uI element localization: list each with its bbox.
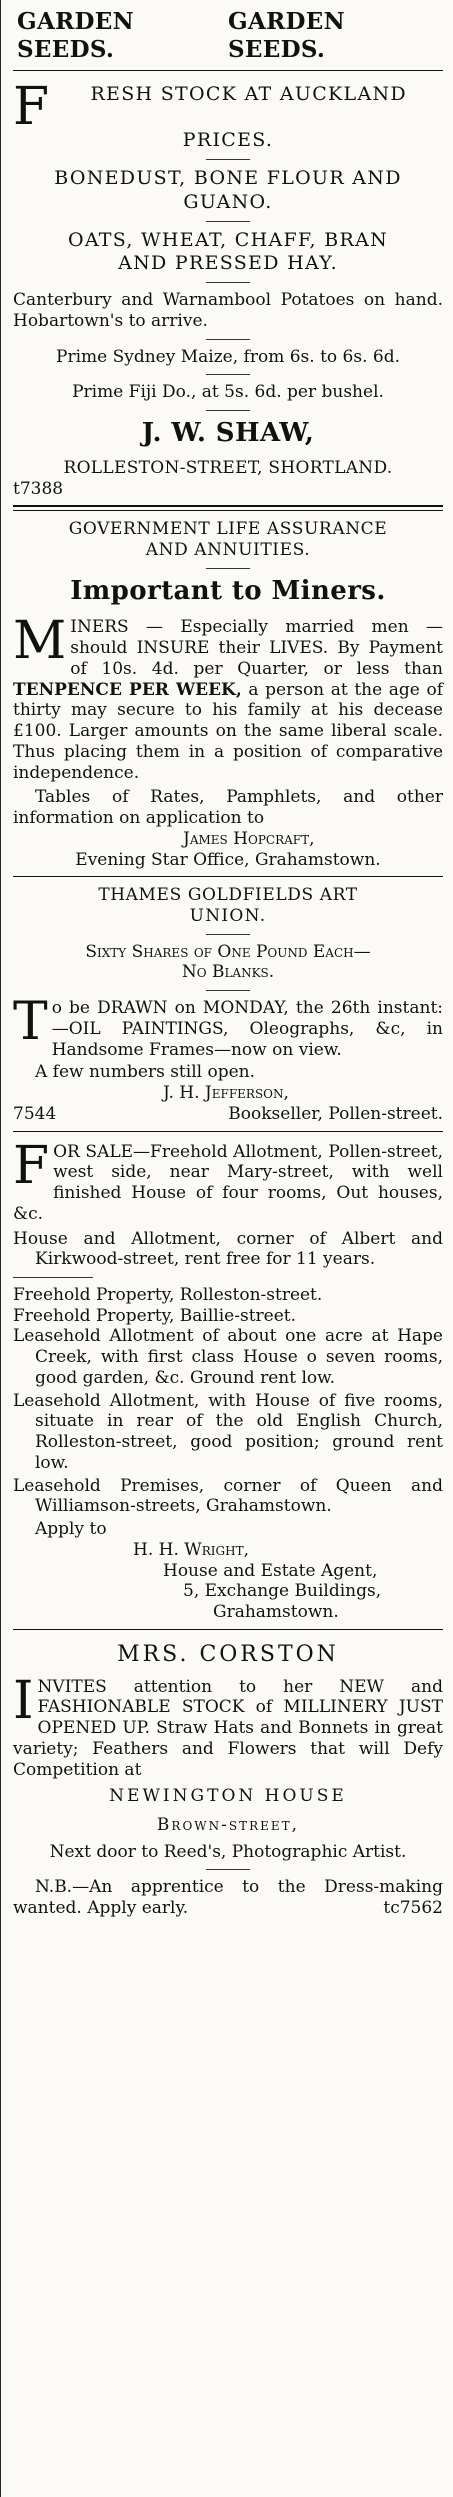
shaw-advertisement [13,71,443,506]
corston-code: tc7562 [383,1897,443,1918]
thames-dropcap: T [13,992,48,1053]
thames-seller: J. H. Jefferson, [163,1083,289,1104]
divider [206,990,250,991]
sale-item-1: FOR SALE—Freehold Allotment, Pollen-street, west side, near Mary-street, with well finished House of four rooms, Out houses, &c. [13,1135,443,1224]
garden-seeds-header [13,8,443,71]
govt-dropcap: M [13,611,67,672]
corston-street: Brown-street, [156,1815,300,1835]
govt-headline: Important to Miners. [70,575,386,606]
thames-title-2: UNION. [189,906,267,926]
header-left: GARDEN SEEDS. [17,8,134,64]
oats-line-2: AND PRESSED HAY. [118,251,338,274]
thames-seller-title: Bookseller, Pollen-street. [228,1103,443,1124]
thames-drawn: To be DRAWN on MONDAY, the 26th instant:—OIL PAINTINGS, Oleographs, &c, in Handsome Frames—now on view. [13,992,443,1060]
divider [206,374,250,375]
divider [206,410,250,411]
govt-title-1: GOVERNMENT LIFE ASSURANCE [68,519,388,540]
fresh-stock-line: F RESH STOCK AT AUCKLAND [13,77,407,138]
corston-house: NEWINGTON HOUSE [109,1786,347,1807]
divider [13,1277,93,1278]
divider [206,221,250,222]
bonedust-line-2: GUANO. [183,190,273,213]
corston-advertisement [13,1630,443,1925]
sale-agent-title: House and Estate Agent, [163,1560,378,1581]
shaw-address: ROLLESTON-STREET, SHORTLAND. [63,457,393,478]
thames-code: 7544 [13,1103,57,1124]
thames-blanks: No Blanks. [181,962,275,983]
corston-nb: N.B.—An apprentice to the Dress-making wanted. Apply early. [13,1877,443,1919]
fresh-dropcap: F [13,77,51,138]
thames-few: A few numbers still open. [35,1062,256,1083]
divider [206,934,250,935]
sale-item-6: Leasehold Allotment, with House of five rooms, situate in rear of the old English Church, Rolleston-street, good position; ground rent low. [13,1390,443,1473]
sale-agent-addr: 5, Exchange Buildings, [183,1581,382,1602]
sale-item-2: House and Allotment, corner of Albert and Kirkwood-street, rent free for 11 years. [13,1228,443,1270]
sale-agent: H. H. Wright, [133,1539,249,1560]
corston-next: Next door to Reed's, Photographic Artist. [49,1841,407,1862]
corston-dropcap: I [13,1670,34,1731]
prices-line: PRICES. [182,129,274,152]
sale-dropcap: F [13,1135,50,1196]
thames-seller-row [13,1104,443,1125]
thames-title-1: THAMES GOLDFIELDS ART [98,885,358,906]
sale-item-7: Leasehold Premises, corner of Queen and Williamson-streets, Grahamstown. [13,1475,443,1517]
govt-office: Evening Star Office, Grahamstown. [75,849,381,870]
divider [206,568,250,569]
for-sale-advertisement [13,1132,443,1630]
shaw-name: J. W. SHAW, [141,418,315,449]
divider [206,1869,250,1870]
government-life-advertisement [13,511,443,877]
thames-shares: Sixty Shares of One Pound Each— [85,941,371,962]
shaw-code: t7388 [13,478,64,499]
fiji-line: Prime Fiji Do., at 5s. 6d. per bushel. [72,382,384,403]
oats-line-1: OATS, WHEAT, CHAFF, BRAN [67,228,389,251]
corston-name: MRS. CORSTON [117,1641,339,1667]
sale-apply: Apply to [35,1519,107,1540]
header-right: GARDEN SEEDS. [228,8,345,64]
thames-art-union-advertisement [13,877,443,1131]
corston-body: INVITES attention to her NEW and FASHIONABLE STOCK of MILLINERY JUST OPENED UP. Straw Hats and Bonnets in great variety; Feathers and Flowers that will Defy Competition at [13,1670,443,1780]
govt-body: MINERS — Especially married men — should INSURE their LIVES. By Payment of 10s. 4d. per Quarter, or less than TENPENCE PER WEEK, a person at the age of thirty may secure to his family at his decease £100. Larger amounts on the same liberal scale. Thus placing them in a position of comparative independence. [13,611,444,783]
divider [206,282,250,283]
divider [206,339,250,340]
potatoes-line: Canterbury and Warnambool Potatoes on hand. Hobartown's to arrive. [13,290,443,331]
sale-agent-town: Grahamstown. [213,1602,339,1623]
govt-agent: James Hopcraft, [183,828,315,849]
bonedust-line-1: BONEDUST, BONE FLOUR AND [54,167,402,190]
sale-item-3: Freehold Property, Rolleston-street. [13,1285,323,1306]
sale-item-4: Freehold Property, Baillie-street. [13,1305,297,1326]
govt-title-2: AND ANNUITIES. [145,540,311,560]
sale-item-5: Leasehold Allotment of about one acre at Hape Creek, with first class House o seven rooms, good garden, &c. Ground rent low. [13,1326,443,1388]
divider [206,159,250,160]
maize-line: Prime Sydney Maize, from 6s. to 6s. 6d. [56,346,400,367]
govt-tables: Tables of Rates, Pamphlets, and other information on application to [13,787,443,829]
